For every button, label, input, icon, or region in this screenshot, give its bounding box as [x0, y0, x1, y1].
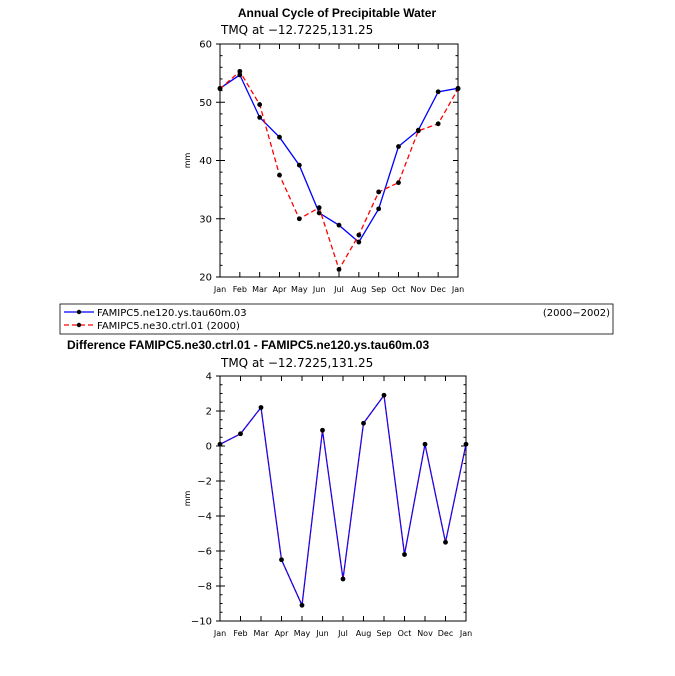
- chart1-series-1-point: [436, 89, 441, 94]
- chart1-xtick-label: Sep: [371, 285, 387, 294]
- chart2-series-1-point: [300, 603, 305, 608]
- chart1-ytick-label: 60: [199, 39, 212, 51]
- chart2-series-1-point: [361, 421, 366, 426]
- chart1-ytick-label: 20: [199, 272, 212, 284]
- chart2-ytick-label: 4: [205, 371, 212, 383]
- chart2-xtick-label: Mar: [253, 629, 269, 638]
- chart1-series-2-point: [376, 190, 381, 195]
- chart2-xtick-label: Jul: [338, 629, 348, 638]
- chart1-xtick-label: Jul: [334, 285, 344, 294]
- chart1-xtick-label: Feb: [232, 285, 247, 294]
- chart2-xtick-label: May: [293, 629, 311, 638]
- chart1-xtick-label: Mar: [252, 285, 268, 294]
- legend-label-series-2: [97, 321, 240, 332]
- chart1-frame: [220, 44, 458, 277]
- chart2-series-1-point: [382, 393, 387, 398]
- chart2-xtick-label: Feb: [233, 629, 248, 638]
- chart1-series-2-line: [220, 71, 458, 269]
- chart1-xtick-label: May: [291, 285, 308, 294]
- chart2-series-1-point: [259, 405, 264, 410]
- chart1-series-2-point: [456, 86, 461, 91]
- chart1-series-2-point: [317, 205, 322, 210]
- chart2-series-1-point: [279, 557, 284, 562]
- chart2-xtick-label: Dec: [437, 629, 454, 638]
- chart2-series-1-overlay-line: [220, 395, 466, 605]
- chart2-ytick-label: −8: [197, 581, 212, 593]
- chart2-ytick-label: −2: [197, 476, 212, 488]
- chart1-series-2-point: [277, 173, 282, 178]
- chart1-series-2-point: [356, 233, 361, 238]
- chart1-xtick-label: Oct: [391, 285, 406, 294]
- chart2-series-1-line: [220, 395, 466, 605]
- chart2-xtick-label: Nov: [417, 629, 433, 638]
- chart2-series-1-point: [443, 540, 448, 545]
- chart1-series-2-point: [337, 267, 342, 272]
- chart1-series-2-point: [257, 102, 262, 107]
- chart1-xtick-label: Jun: [312, 285, 326, 294]
- chart1-series-1-point: [376, 206, 381, 211]
- chart1-ylabel: mm: [183, 152, 192, 169]
- chart1-subtitle: TMQ at −12.7225,131.25: [221, 23, 374, 37]
- chart1-series-1-point: [257, 115, 262, 120]
- legend-label-series-1: FAMIPC5.ne120.ys.tau60m.03: [97, 308, 247, 319]
- chart2-series-1-point: [464, 442, 469, 447]
- legend-period-series-2: (2000): [206, 321, 240, 332]
- chart1-title: Annual Cycle of Precipitable Water: [237, 6, 437, 20]
- chart1-series-1-point: [337, 223, 342, 228]
- chart1-ytick-label: 30: [199, 214, 212, 226]
- legend-name-series-2: FAMIPC5.ne30.ctrl.01: [97, 321, 204, 332]
- chart2-subtitle: TMQ at −12.7225,131.25: [221, 356, 374, 370]
- chart1-xtick-label: Aug: [351, 285, 367, 294]
- chart2-series-1-point: [320, 428, 325, 433]
- chart2-series-1-point: [423, 442, 428, 447]
- chart2-title: Difference FAMIPC5.ne30.ctrl.01 - FAMIPC5.ne120.ys.tau60m.03: [67, 338, 430, 352]
- chart2-series-1-point: [218, 442, 223, 447]
- legend-marker-series-2: [77, 323, 81, 327]
- chart1-series-1-point: [356, 240, 361, 245]
- chart2-series-1-point: [402, 552, 407, 557]
- chart1-series-2-point: [416, 128, 421, 133]
- chart1-series-2-point: [237, 69, 242, 74]
- chart2-xtick-label: Jan: [459, 629, 473, 638]
- chart1-ytick-label: 50: [199, 97, 212, 109]
- chart2-xtick-label: Apr: [274, 629, 289, 638]
- chart2-ytick-label: −4: [197, 511, 212, 523]
- chart1-xtick-label: Apr: [272, 285, 287, 294]
- chart2-xtick-label: Jan: [213, 629, 227, 638]
- chart2-ytick-label: −6: [197, 546, 212, 558]
- chart1-series-1-point: [297, 163, 302, 168]
- chart2-ytick-label: 2: [205, 406, 212, 418]
- chart1-series-2-point: [436, 121, 441, 126]
- chart1-xtick-label: Nov: [410, 285, 427, 294]
- chart2-xtick-label: Aug: [355, 629, 372, 638]
- chart1-series-1-point: [396, 144, 401, 149]
- chart1-xtick-label: Jan: [213, 285, 227, 294]
- legend-period-series-1: (2000−2002): [542, 308, 610, 319]
- chart1-xtick-label: Dec: [430, 285, 446, 294]
- chart1-xtick-label: Jan: [451, 285, 465, 294]
- chart2-ytick-label: 0: [205, 441, 212, 453]
- chart2-xtick-label: Sep: [376, 629, 392, 638]
- legend-marker-series-1: [77, 310, 81, 314]
- chart2-xtick-label: Jun: [316, 629, 329, 638]
- chart2-ytick-label: −10: [190, 616, 212, 628]
- legend: [60, 304, 613, 334]
- chart1-series-2-point: [218, 86, 223, 91]
- chart2-series-1-point: [341, 577, 346, 582]
- chart2-xtick-label: Oct: [397, 629, 412, 638]
- chart2-ylabel: mm: [183, 490, 192, 507]
- chart1-plot-area: [183, 40, 464, 295]
- chart1-series-1-point: [277, 135, 282, 140]
- chart2-plot-area: [183, 372, 472, 639]
- chart1-ytick-label: 40: [199, 156, 212, 167]
- chart2-series-1-point: [238, 431, 243, 436]
- chart1-series-2-point: [396, 180, 401, 185]
- chart1-series-2-point: [297, 216, 302, 221]
- chart1-series-1-line: [220, 75, 458, 242]
